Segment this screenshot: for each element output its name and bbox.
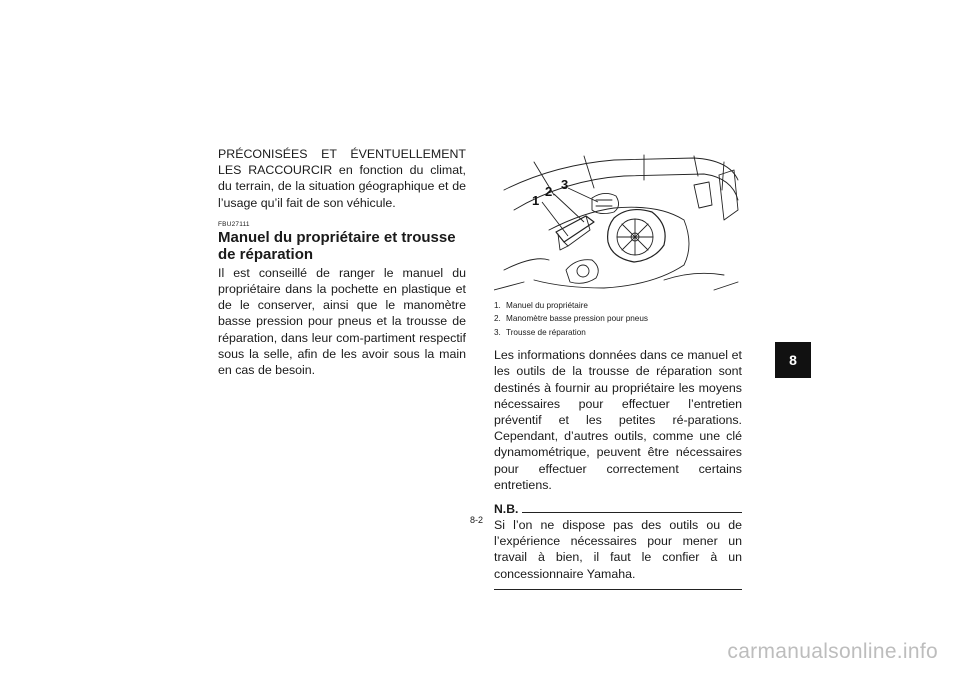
storage-compartment-illustration — [494, 150, 742, 295]
caption-item: 3. Trousse de réparation — [494, 327, 586, 337]
callout-2: 2 — [545, 184, 553, 199]
section-code: FBU27111 — [218, 220, 250, 228]
right-column — [494, 150, 742, 590]
section-heading: Manuel du propriétaire et trousse de réparation — [218, 228, 456, 263]
note-rule — [522, 512, 742, 513]
note-label: N.B. — [494, 502, 519, 517]
page-number: 8-2 — [470, 515, 484, 525]
caption-item: 2. Manomètre basse pression pour pneus — [494, 314, 648, 324]
figure-captions — [494, 299, 742, 339]
callout-3: 3 — [561, 177, 569, 192]
note-bottom-rule — [494, 589, 742, 590]
watermark-footer: carmanualsonline.info — [727, 640, 938, 663]
tools-paragraph: Les informations données dans ce manuel et les outils de la trousse de réparation sont destinés à fournir au propriétaire les moyens nécessaires pour effectuer l’entretien préventif et les petites ré-parations. Cependant, d’autres outils, comme une clé dynamométrique, peuvent être nécessaires pour effectuer correctement certains entretiens. — [494, 348, 742, 492]
chapter-tab: 8 — [775, 342, 811, 378]
intro-paragraph: PRÉCONISÉES ET ÉVENTUELLEMENT LES RACCOURCIR en fonction du climat, du terrain, de la situation géographique et de l’usage qu’il fait de son véhicule. — [218, 147, 466, 210]
left-column — [218, 146, 466, 378]
note-header — [494, 503, 742, 515]
section-body: Il est conseillé de ranger le manuel du propriétaire dans la pochette en plastique et de le conserver, ainsi que le manomètre basse pression pour pneus et la trousse de réparation, dans leur com-partiment respectif sous la selle, afin de les avoir sous la main en cas de besoin. — [218, 265, 466, 378]
callout-1: 1 — [532, 193, 540, 208]
note-text: Si l’on ne dispose pas des outils ou de l’expérience nécessaires pour mener un travail à bien, il faut le confier à un concessionnaire Yamaha. — [494, 518, 742, 581]
caption-item: 1. Manuel du propriétaire — [494, 301, 588, 310]
